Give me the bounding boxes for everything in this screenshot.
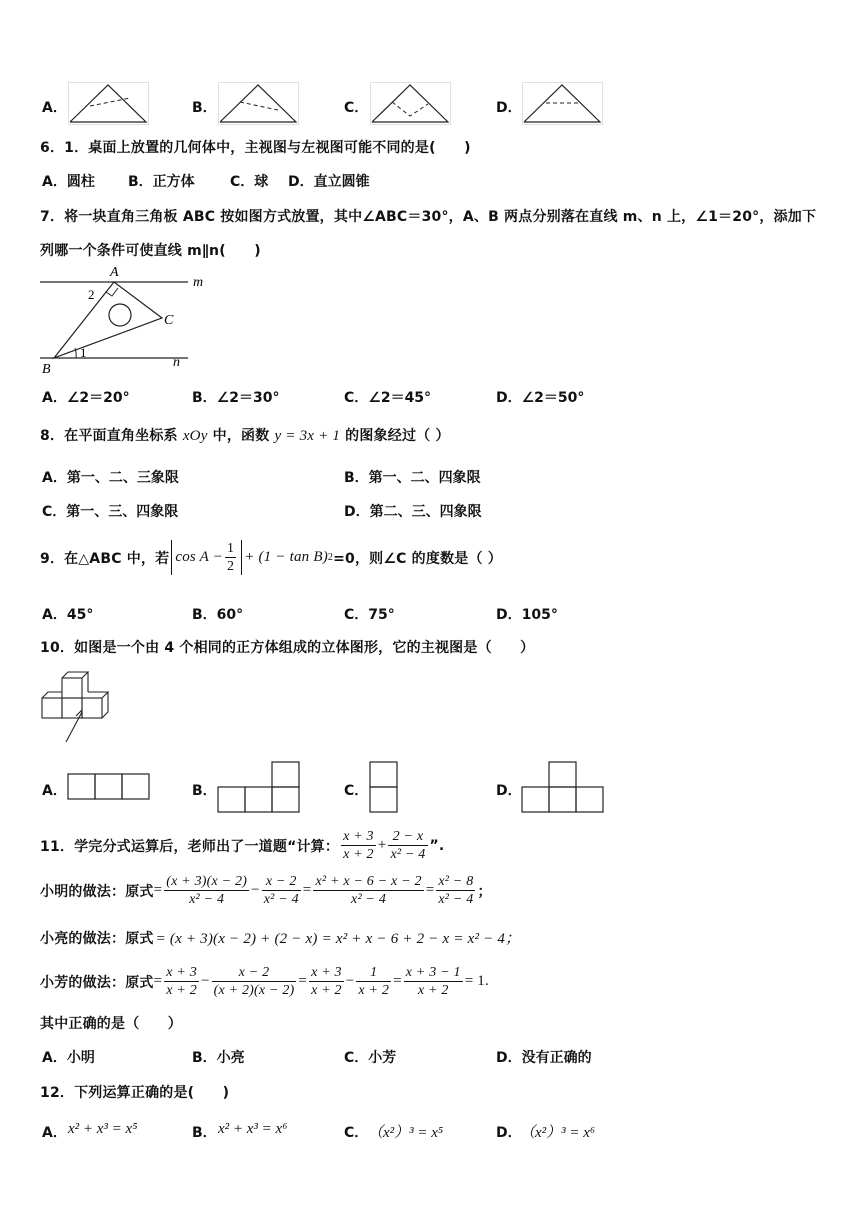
q11-xm-frac-c [313,873,423,908]
q11-f2-den: x² − 4 [390,847,426,862]
q10-option-a-label: A． [42,783,67,799]
q5-option-a-label: A． [42,100,67,116]
q11-xiaoliang-expr: = (x + 3)(x − 2) + (2 − x) = x² + x − 6 + 2 − x = x² − 4； [155,931,521,947]
q7-label-n: n [173,355,180,370]
q10-option-b-figure [216,760,304,816]
q11-xf-d-den: x + 2 [358,983,390,998]
q11-xm-a-den: x² − 4 [189,892,225,907]
q10-option-d-figure [520,760,608,816]
q9-abs-content: cos A − [175,549,224,565]
q6-option-c: C．球 [230,174,269,190]
q11-xf-frac-c [309,964,344,999]
q6-option-d: D．直立圆锥 [288,174,370,190]
q8-xoy: xOy [182,428,208,444]
q11-xf-e-num: x + 3 − 1 [405,965,461,980]
q5-option-c-figure [370,82,454,128]
q9-plus-term: + (1 − tan B) [244,549,328,565]
q9-absolute-value [171,540,242,575]
q9-option-a: A．45° [42,607,94,623]
q11-xiaoliang [40,927,520,948]
q12-option-d-expr: （x²）³ = x⁶ [520,1125,596,1141]
q7-label-b: B [42,362,51,377]
q11-xm-d-den: x² − 4 [438,892,474,907]
q9-exponent: 2 [327,552,334,563]
q12-option-d-label: D． [496,1125,522,1141]
q11-xf-b-den: (x + 2)(x − 2) [213,983,295,998]
q10-option-c-label: C． [344,783,369,799]
q11-xm-b-den: x² − 4 [263,892,299,907]
q12-option-c-expr: （x²）³ = x⁵ [368,1125,444,1141]
q8-option-d: D．第二、三、四象限 [344,504,482,520]
q11-xm-frac-a [164,873,249,908]
q10-option-d-label: D． [496,783,522,799]
q6-stem: 6．1．桌面上放置的几何体中，主视图与左视图可能不同的是( ) [40,140,471,156]
q12-option-b-label: B． [192,1125,217,1141]
q9-option-c: C．75° [344,607,395,623]
q8-option-c: C．第一、三、四象限 [42,504,179,520]
q8-function: y = 3x + 1 [274,428,341,444]
q9-stem [40,540,502,575]
q9-stem-suffix: =0，则∠C 的度数是（ ） [333,550,502,567]
q11-xf-c-den: x + 2 [311,983,342,998]
q12-option-a-label: A． [42,1125,67,1141]
q11-stem [40,828,444,863]
q5-option-a-figure [68,82,152,128]
q11-xf-b-num: x − 2 [212,964,297,982]
q11-xf-a-den: x + 2 [166,983,197,998]
q11-xf-frac-a [164,964,199,999]
q11-xm-frac-b [262,873,301,908]
q5-option-c-label: C． [344,100,369,116]
q5-option-d-figure [522,82,606,128]
q7-stem-line1: 7．将一块直角三角板 ABC 按如图方式放置，其中∠ABC＝30°，A、B 两点分别落在直线 m、n 上，∠1＝20°，添加下 [40,209,817,225]
q6-option-a: A．圆柱 [42,174,95,190]
q7-option-a: A．∠2＝20° [42,390,130,406]
q10-option-c-figure [368,760,402,816]
q12-option-a-expr: x² + x³ = x⁵ [68,1121,138,1137]
q6-option-b: B．正方体 [128,174,195,190]
q11-f2-num: 2 − x [388,828,427,846]
q11-xf-frac-b [212,964,297,999]
q12-option-b-expr: x² + x³ = x⁶ [218,1121,288,1137]
q7-label-c: C [164,313,174,328]
q7-option-c: C．∠2＝45° [344,390,432,406]
q11-option-b: B．小亮 [192,1050,245,1066]
q9-stem-prefix: 9．在△ABC 中，若 [40,550,170,567]
q11-xf-end: = 1. [464,973,489,989]
q11-xm-c-num: x² + x − 6 − x − 2 [315,874,422,889]
q11-xiaofang-label: 小芳的做法：原式 [40,974,154,991]
q10-stem: 10．如图是一个由 4 个相同的正方体组成的立体图形，它的主视图是（ ） [40,640,535,656]
q8-stem-prefix: 8．在平面直角坐标系 [40,428,183,444]
q12-stem: 12．下列运算正确的是( ) [40,1085,230,1101]
q7-label-angle2: 2 [88,287,95,302]
q11-xf-c-num: x + 3 [311,965,342,980]
q11-xf-frac-d [356,964,391,999]
q11-stem-prefix: 11．学完分式运算后，老师出了一道题“计算： [40,838,340,855]
q11-xf-frac-e [404,964,463,999]
q10-option-a-figure [66,772,152,802]
q12-option-c-label: C． [344,1125,369,1141]
q11-xiaoming: 小明的做法：原式 = $\frac{(x + 3)(x - 2)}{\text{x² − 4}}$ − $\frac{x - 2}{\text{x² − 4}}$ = $\frac{\text{x² + x − 6 − x − 2}}{\text{x² − 4}}$ = $\frac{\text{x² − 8}}{\text{x² − 4}}$ ； [40,874,492,907]
q11-xm-a-num: (x + 3)(x − 2) [166,874,248,889]
q7-option-d: D．∠2＝50° [496,390,585,406]
q11-option-c: C．小芳 [344,1050,397,1066]
q11-plus: + [377,837,387,853]
q7-label-m: m [193,275,204,290]
q9-option-b: B．60° [192,607,244,623]
q11-fraction-2 [388,828,427,863]
q11-xf-e-den: x + 2 [417,983,449,998]
q11-xf-a-num: x + 3 [166,965,197,980]
q10-cube-figure [38,666,118,748]
q11-fraction-1 [341,828,376,863]
q5-option-b-label: B． [192,100,217,116]
q7-label-a: A [110,265,119,280]
q11-xm-frac-d [436,873,475,908]
q7-label-angle1: 1 [80,345,87,360]
q7-figure [38,262,210,378]
q8-stem [40,425,450,445]
q7-stem-line2: 列哪一个条件可使直线 m∥n( ) [40,243,261,259]
q11-option-a: A．小明 [42,1050,95,1066]
q9-fraction [225,540,236,575]
q11-f1-den: x + 2 [343,847,374,862]
q8-option-b: B．第一、二、四象限 [344,470,481,486]
q11-xiaoming-label: 小明的做法：原式 [40,883,154,900]
q8-stem-suffix: 的图象经过（ ） [340,428,450,444]
q11-f1-num: x + 3 [343,829,374,844]
q11-stem-suffix: ”. [429,837,445,854]
q11-option-d: D．没有正确的 [496,1050,592,1066]
q8-option-a: A．第一、二、三象限 [42,470,179,486]
q11-xiaoliang-label: 小亮的做法：原式 [40,930,154,947]
q8-stem-mid: 中，函数 [207,428,275,444]
q11-question: 其中正确的是（ ） [40,1016,182,1032]
q11-xiaofang: 小芳的做法：原式 = $\frac{x + 3}{x + 2}$ − $\frac{x - 2}{(x + 2)(x - 2)}$ = $\frac{x + 3}{x + 2}$ − $\frac{1}{x + 2}$ = $\frac{x + 3 - 1}{x + 2}$ = 1. [40,965,489,998]
q7-option-b: B．∠2＝30° [192,390,280,406]
q11-xm-end: ； [477,883,492,900]
q11-xm-b-num: x − 2 [262,873,301,891]
q9-frac-num: 1 [227,541,235,556]
q5-option-d-label: D． [496,100,522,116]
q11-xm-c-den: x² − 4 [351,892,387,907]
q9-option-d: D．105° [496,607,558,623]
q11-xf-d-num: 1 [356,964,391,982]
q11-xm-d-num: x² − 8 [438,874,474,889]
q10-option-b-label: B． [192,783,217,799]
q5-option-b-figure [218,82,302,128]
q9-frac-den: 2 [227,559,235,574]
